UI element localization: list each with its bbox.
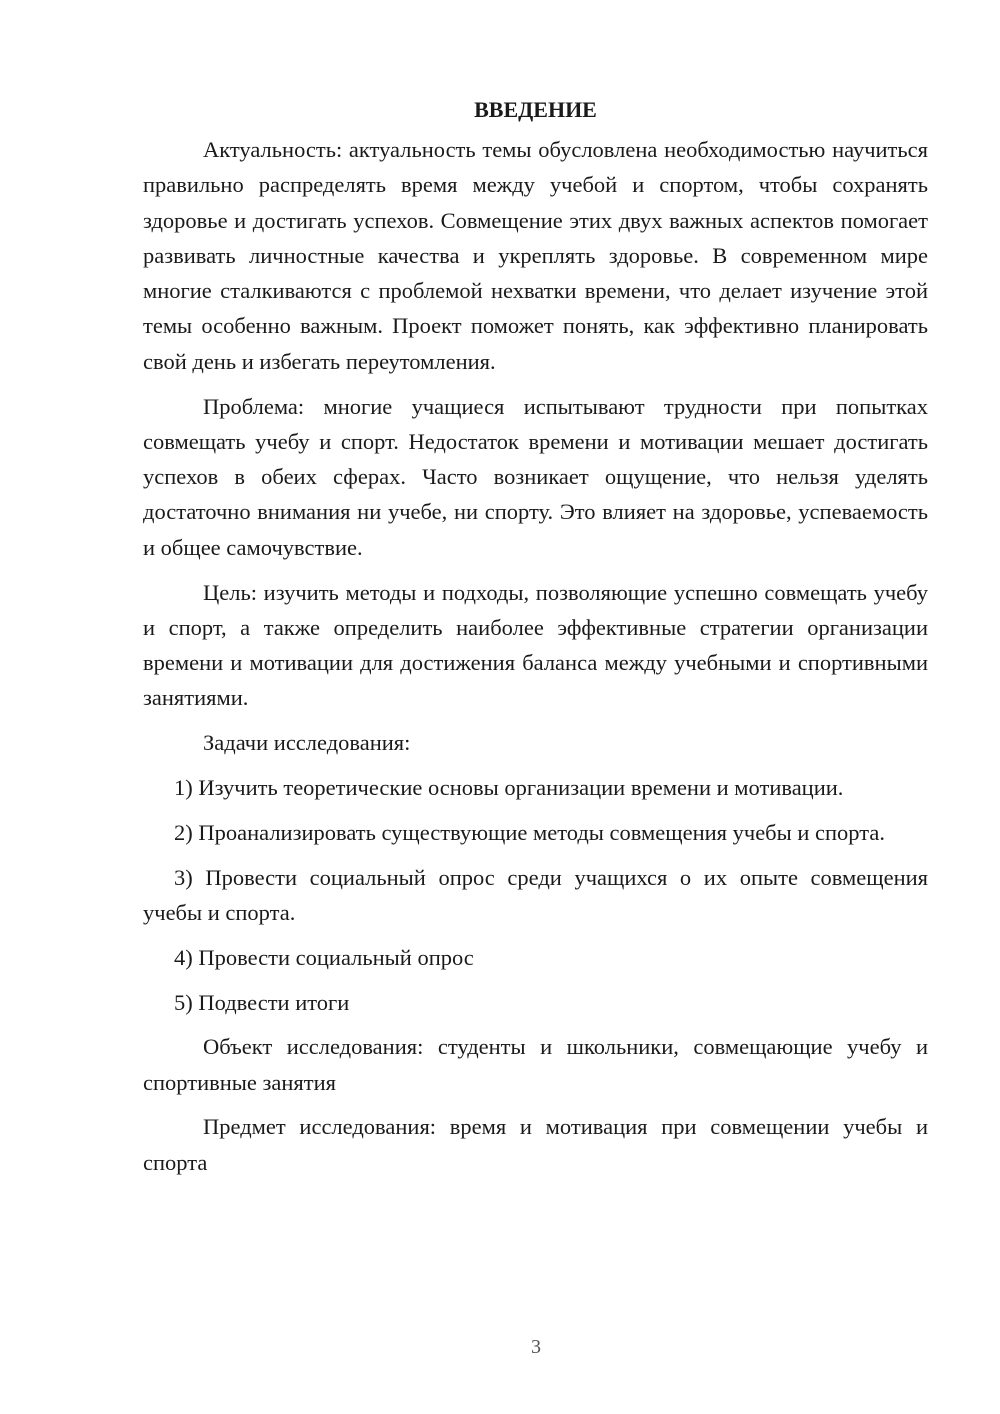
tasks-heading: Задачи исследования: [203, 730, 411, 756]
subject-paragraph: Предмет исследования: время и мотивация при совмещении учебы и спорта [143, 1114, 928, 1175]
problem-paragraph: Проблема: многие учащиеся испытывают трудности при попытках совмещать учебу и спорт. Недостаток времени и мотивации мешает достигать успехов в обеих сферах. Часто возникает ощущение, что нельзя уделять достаточно внимания ни учебе, ни спорту. Это влияет на здоровье, успеваемость и общее самочувствие. [143, 393, 928, 560]
goal-paragraph: Цель: изучить методы и подходы, позволяющие успешно совмещать учебу и спорт, а также определить наиболее эффективные стратегии организации времени и мотивации для достижения баланса между учебными и спортивными занятиями. [143, 579, 928, 711]
object-paragraph: Объект исследования: студенты и школьники, совмещающие учебу и спортивные занятия [143, 1034, 928, 1095]
document-page [143, 92, 928, 1190]
task-item-5: 5) Подвести итоги [174, 989, 350, 1015]
relevance-paragraph: Актуальность: актуальность темы обусловлена необходимостью научиться правильно распределять время между учебой и спортом, чтобы сохранять здоровье и достигать успехов. Совмещение этих двух важных аспектов помогает развивать личностные качества и укреплять здоровье. В современном мире многие сталкиваются с проблемой нехватки времени, что делает изучение этой темы особенно важным. Проект поможет понять, как эффективно планировать свой день и избегать переутомления. [143, 137, 928, 374]
task-item-2: 2) Проанализировать существующие методы совмещения учебы и спорта. [174, 819, 885, 845]
section-title: ВВЕДЕНИЕ [474, 97, 597, 122]
task-item-1: 1) Изучить теоретические основы организации времени и мотивации. [174, 775, 844, 801]
task-item-3: 3) Провести социальный опрос среди учащихся о их опыте совмещения учебы и спорта. [143, 864, 928, 925]
task-item-4: 4) Провести социальный опрос [174, 944, 474, 970]
page-number: 3 [531, 1336, 541, 1358]
